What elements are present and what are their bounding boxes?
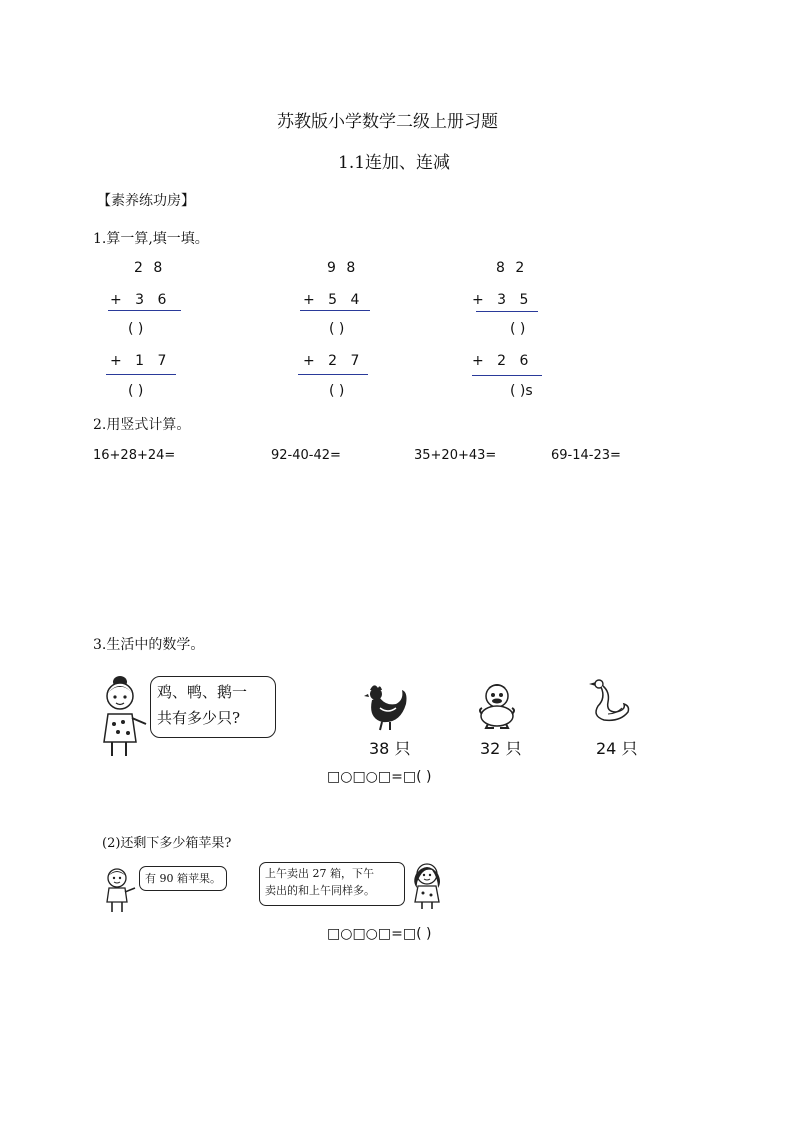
q1-p1-top: 2 8	[134, 260, 163, 276]
q1-p2-blank1[interactable]: ( )	[329, 321, 345, 337]
q1-p1-rule1	[108, 310, 181, 311]
speech-girl-line1: 上午卖出 27 箱，下午	[265, 867, 374, 880]
q1-p2-add1: + 5 4	[303, 292, 360, 308]
q3-sub-title: (2)还剩下多少箱苹果?	[102, 836, 232, 851]
q3-title: 3.生活中的数学。	[93, 637, 205, 653]
q2-item-2: 92-40-42=	[271, 448, 341, 463]
q1-p1-add1: + 3 6	[110, 292, 167, 308]
q1-p2-rule1	[300, 310, 370, 311]
q2-item-3: 35+20+43=	[414, 448, 497, 463]
duck-illustration	[474, 680, 520, 730]
equation-2[interactable]: □○□○□=□( )	[327, 926, 432, 942]
speech-bubble-boy: 有 90 箱苹果。	[139, 866, 227, 891]
speech-girl-line2: 卖出的和上午同样多。	[265, 884, 375, 897]
q1-p3-rule2	[472, 375, 542, 376]
goose-illustration	[586, 674, 632, 730]
q1-p2-add2: + 2 7	[303, 353, 360, 369]
goose-count: 24 只	[596, 739, 638, 758]
q1-p3-add1: + 3 5	[472, 292, 529, 308]
boy-illustration	[101, 866, 137, 914]
q1-p1-blank2[interactable]: ( )	[128, 383, 144, 399]
equation-1[interactable]: □○□○□=□( )	[327, 769, 432, 785]
speech1-line2: 共有多少只?	[157, 709, 241, 727]
girl-2-illustration	[408, 860, 446, 910]
q1-p3-top: 8 2	[496, 260, 525, 276]
page-subtitle: 1.1连加、连减	[338, 153, 451, 173]
girl-illustration	[96, 672, 148, 758]
q1-p1-blank1[interactable]: ( )	[128, 321, 144, 337]
hen-illustration	[362, 680, 412, 732]
speech-bubble-girl-2	[259, 862, 405, 906]
duck-count: 32 只	[480, 739, 522, 758]
q1-p2-top: 9 8	[327, 260, 356, 276]
q1-p1-rule2	[106, 374, 176, 375]
q1-title: 1.算一算,填一填。	[93, 231, 209, 247]
speech1-line1: 鸡、鸭、鹅一	[157, 683, 248, 701]
page-title: 苏教版小学数学二级上册习题	[277, 112, 498, 132]
q1-p3-blank2[interactable]: ( )s	[510, 383, 533, 399]
hen-count: 38 只	[369, 739, 411, 758]
q2-item-4: 69-14-23=	[551, 448, 621, 463]
q1-p3-blank1[interactable]: ( )	[510, 321, 526, 337]
q1-p2-rule2	[298, 374, 368, 375]
q1-p3-rule1	[476, 311, 538, 312]
q2-title: 2.用竖式计算。	[93, 417, 191, 433]
q2-item-1: 16+28+24=	[93, 448, 176, 463]
speech-bubble-girl	[150, 676, 276, 738]
q1-p1-add2: + 1 7	[110, 353, 167, 369]
q1-p2-blank2[interactable]: ( )	[329, 383, 345, 399]
q1-p3-add2: + 2 6	[472, 353, 529, 369]
section-label: 【素养练功房】	[97, 193, 195, 209]
